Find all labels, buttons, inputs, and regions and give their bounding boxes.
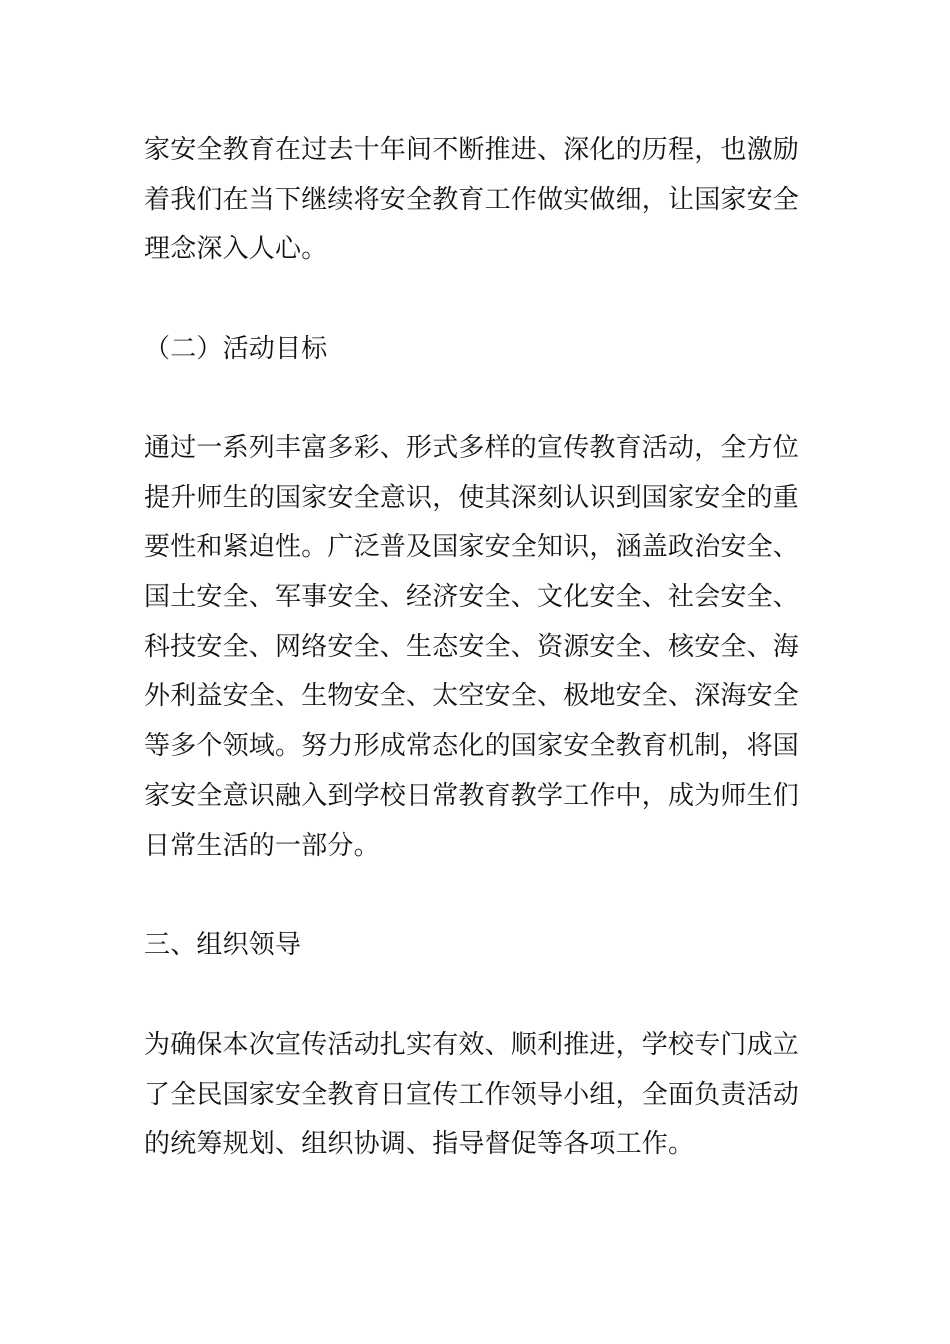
paragraph-line: 提升师生的国家安全意识，使其深刻认识到国家安全的重 xyxy=(144,482,800,513)
heading-text: 三、组织领导 xyxy=(144,930,302,960)
paragraph-line: 日常生活的一部分。 xyxy=(144,830,380,861)
section-heading-leadership xyxy=(144,921,814,971)
paragraph-line: 的统筹规划、组织协调、指导督促等各项工作。 xyxy=(144,1129,695,1160)
paragraph-line: 外利益安全、生物安全、太空安全、极地安全、深海安全 xyxy=(144,681,800,712)
heading-text: （二）活动目标 xyxy=(144,334,328,364)
paragraph-line: 了全民国家安全教育日宣传工作领导小组，全面负责活动 xyxy=(144,1079,800,1110)
paragraph-line: 家安全意识融入到学校日常教育教学工作中，成为师生们 xyxy=(144,780,800,811)
section-heading-goals xyxy=(144,325,814,375)
paragraph-line: 着我们在当下继续将安全教育工作做实做细，让国家安全 xyxy=(144,184,800,215)
paragraph-line: 等多个领域。努力形成常态化的国家安全教育机制，将国 xyxy=(144,731,800,762)
paragraph-line: 理念深入人心。 xyxy=(144,234,328,265)
paragraph-line: 家安全教育在过去十年间不断推进、深化的历程，也激励 xyxy=(144,135,800,165)
paragraph-goals xyxy=(144,424,814,871)
paragraph-leadership xyxy=(144,1021,814,1170)
paragraph-line: 科技安全、网络安全、生态安全、资源安全、核安全、海 xyxy=(144,631,800,662)
paragraph-line: 为确保本次宣传活动扎实有效、顺利推进，学校专门成立 xyxy=(144,1030,800,1060)
paragraph-line: 国土安全、军事安全、经济安全、文化安全、社会安全、 xyxy=(144,582,800,613)
paragraph-intro xyxy=(144,126,814,275)
paragraph-line: 通过一系列丰富多彩、形式多样的宣传教育活动，全方位 xyxy=(144,433,800,463)
paragraph-line: 要性和紧迫性。广泛普及国家安全知识，涵盖政治安全、 xyxy=(144,532,800,563)
